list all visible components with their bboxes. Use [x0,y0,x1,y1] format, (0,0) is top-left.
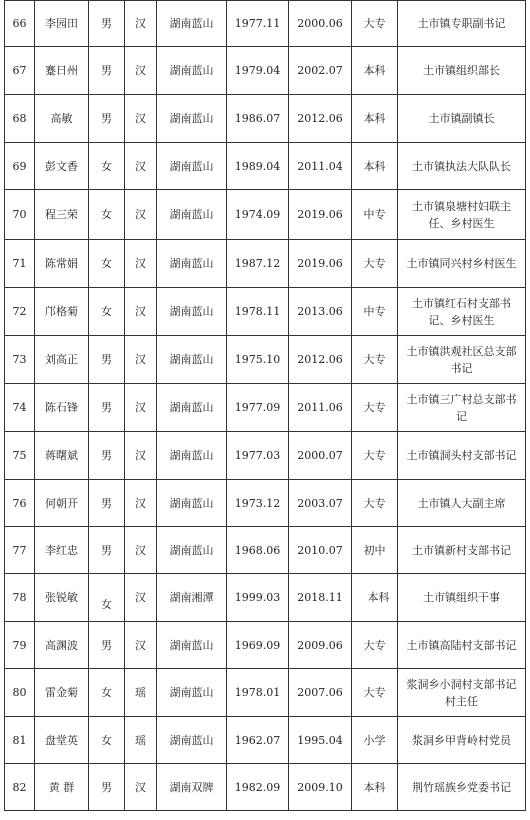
cell-position: 土市镇新村支部书记 [398,527,526,574]
cell-gender: 男 [89,47,125,95]
cell-ethnicity: 瑶 [125,717,157,764]
table-row [5,336,526,384]
cell-birthplace: 湖南蓝山 [157,622,227,669]
cell-gender: 女 [89,669,125,717]
cell-gender: 女 [89,190,125,240]
cell-name: 张锐敏 [35,574,89,622]
cell-gender: 女 [89,717,125,764]
cell-no: 70 [5,190,35,240]
cell-birthplace: 湖南蓝山 [157,288,227,336]
cell-position: 土市镇洞头村支部书记 [398,432,526,480]
cell-birthplace: 湖南蓝山 [157,190,227,240]
cell-education: 大专 [352,384,398,432]
cell-no: 66 [5,1,35,47]
cell-name: 盘堂英 [35,717,89,764]
cell-education: 大专 [352,240,398,288]
cell-name: 陈石锋 [35,384,89,432]
cell-work-start: 2018.11 [289,574,352,622]
cell-ethnicity: 瑶 [125,669,157,717]
cell-birth: 1977.11 [227,1,289,47]
cell-birthplace: 湖南蓝山 [157,1,227,47]
cell-ethnicity: 汉 [125,240,157,288]
cell-gender: 男 [89,384,125,432]
cell-work-start: 1995.04 [289,717,352,764]
cell-work-start: 2009.06 [289,622,352,669]
cell-education: 本科 [352,764,398,811]
cell-education: 本科 [352,574,398,622]
cell-birth: 1974.09 [227,190,289,240]
cell-education: 本科 [352,47,398,95]
cell-name: 何朝开 [35,480,89,527]
cell-no: 71 [5,240,35,288]
cell-position: 土市镇泉塘村妇联主任、乡村医生 [398,190,526,240]
cell-ethnicity: 汉 [125,1,157,47]
cell-no: 73 [5,336,35,384]
cell-education: 大专 [352,669,398,717]
cell-ethnicity: 汉 [125,527,157,574]
table-row [5,764,526,811]
cell-name: 邝格菊 [35,288,89,336]
cell-birth: 1977.09 [227,384,289,432]
cell-ethnicity: 汉 [125,574,157,622]
cell-birthplace: 湖南蓝山 [157,47,227,95]
cell-gender: 男 [89,622,125,669]
cell-position: 土市镇组织部长 [398,47,526,95]
cell-ethnicity: 汉 [125,288,157,336]
table-row [5,143,526,190]
cell-no: 72 [5,288,35,336]
table-row [5,240,526,288]
cell-position: 土市镇洪观社区总支部书记 [398,336,526,384]
cell-ethnicity: 汉 [125,95,157,143]
table-body [5,1,526,811]
cell-birth: 1979.04 [227,47,289,95]
cell-no: 81 [5,717,35,764]
cell-birth: 1989.04 [227,143,289,190]
cell-education: 本科 [352,143,398,190]
cell-work-start: 2012.06 [289,336,352,384]
cell-gender: 男 [89,432,125,480]
cell-education: 初中 [352,527,398,574]
table-row [5,190,526,240]
cell-no: 79 [5,622,35,669]
table-row [5,288,526,336]
table-row [5,1,526,47]
cell-no: 67 [5,47,35,95]
cell-work-start: 2019.06 [289,190,352,240]
cell-name: 黄 群 [35,764,89,811]
cell-ethnicity: 汉 [125,384,157,432]
cell-birth: 1968.06 [227,527,289,574]
cell-birthplace: 湖南蓝山 [157,480,227,527]
cell-education: 大专 [352,622,398,669]
cell-work-start: 2007.06 [289,669,352,717]
cell-no: 75 [5,432,35,480]
cell-name: 程三荣 [35,190,89,240]
cell-position: 土市镇三广村总支部书记 [398,384,526,432]
cell-no: 69 [5,143,35,190]
table-row [5,527,526,574]
cell-education: 本科 [352,95,398,143]
cell-ethnicity: 汉 [125,622,157,669]
table-row [5,432,526,480]
cell-birth: 1973.12 [227,480,289,527]
cell-no: 68 [5,95,35,143]
cell-birthplace: 湖南蓝山 [157,384,227,432]
cell-name: 蒋曙斌 [35,432,89,480]
cell-ethnicity: 汉 [125,47,157,95]
cell-no: 76 [5,480,35,527]
cell-position: 土市镇红石村支部书记、乡村医生 [398,288,526,336]
cell-work-start: 2011.04 [289,143,352,190]
cell-name: 高敏 [35,95,89,143]
cell-birthplace: 湖南双牌 [157,764,227,811]
cell-work-start: 2019.06 [289,240,352,288]
cell-gender: 男 [89,336,125,384]
cell-birth: 1978.11 [227,288,289,336]
table-row [5,669,526,717]
cell-birthplace: 湖南蓝山 [157,432,227,480]
cell-name: 蹇日州 [35,47,89,95]
cell-gender: 男 [89,480,125,527]
cell-birthplace: 湖南蓝山 [157,336,227,384]
cell-birth: 1986.07 [227,95,289,143]
cell-work-start: 2000.06 [289,1,352,47]
cell-birthplace: 湖南湘潭 [157,574,227,622]
cell-gender: 女 [89,574,125,622]
table-row [5,622,526,669]
cell-ethnicity: 汉 [125,190,157,240]
table-row [5,95,526,143]
cell-work-start: 2013.06 [289,288,352,336]
cell-birthplace: 湖南蓝山 [157,143,227,190]
cell-no: 78 [5,574,35,622]
cell-ethnicity: 汉 [125,764,157,811]
cell-no: 82 [5,764,35,811]
cell-education: 大专 [352,432,398,480]
cell-birthplace: 湖南蓝山 [157,95,227,143]
cell-birthplace: 湖南蓝山 [157,240,227,288]
cell-work-start: 2010.07 [289,527,352,574]
personnel-table [4,0,526,811]
cell-gender: 男 [89,527,125,574]
cell-name: 刘高正 [35,336,89,384]
cell-education: 中专 [352,190,398,240]
cell-work-start: 2003.07 [289,480,352,527]
cell-ethnicity: 汉 [125,480,157,527]
cell-name: 陈常娟 [35,240,89,288]
cell-birth: 1978.01 [227,669,289,717]
cell-position: 土市镇人大副主席 [398,480,526,527]
cell-birth: 1962.07 [227,717,289,764]
roster-sheet [4,0,525,811]
cell-birth: 1977.03 [227,432,289,480]
table-row [5,384,526,432]
cell-position: 浆洞乡甲背岭村党员 [398,717,526,764]
cell-birthplace: 湖南蓝山 [157,669,227,717]
cell-position: 土市镇同兴村乡村医生 [398,240,526,288]
cell-work-start: 2002.07 [289,47,352,95]
cell-education: 小学 [352,717,398,764]
cell-name: 雷金菊 [35,669,89,717]
cell-ethnicity: 汉 [125,336,157,384]
cell-no: 74 [5,384,35,432]
cell-position: 土市镇高陆村支部书记 [398,622,526,669]
cell-gender: 女 [89,240,125,288]
table-row [5,717,526,764]
cell-name: 彭文香 [35,143,89,190]
cell-gender: 男 [89,764,125,811]
cell-birth: 1969.09 [227,622,289,669]
cell-gender: 女 [89,143,125,190]
cell-work-start: 2011.06 [289,384,352,432]
table-row [5,47,526,95]
cell-no: 80 [5,669,35,717]
cell-ethnicity: 汉 [125,143,157,190]
cell-position: 浆洞乡小洞村支部书记村主任 [398,669,526,717]
cell-education: 大专 [352,336,398,384]
cell-birth: 1987.12 [227,240,289,288]
cell-gender: 男 [89,1,125,47]
cell-position: 土市镇组织干事 [398,574,526,622]
cell-name: 李红忠 [35,527,89,574]
cell-position: 土市镇执法大队队长 [398,143,526,190]
cell-work-start: 2000.07 [289,432,352,480]
cell-education: 中专 [352,288,398,336]
cell-work-start: 2012.06 [289,95,352,143]
cell-birthplace: 湖南蓝山 [157,717,227,764]
cell-education: 大专 [352,480,398,527]
cell-no: 77 [5,527,35,574]
cell-position: 土市镇副镇长 [398,95,526,143]
cell-position: 荆竹瑶族乡党委书记 [398,764,526,811]
cell-gender: 女 [89,288,125,336]
table-row [5,480,526,527]
cell-ethnicity: 汉 [125,432,157,480]
cell-birth: 1982.09 [227,764,289,811]
cell-gender: 男 [89,95,125,143]
cell-name: 高渊波 [35,622,89,669]
cell-education: 大专 [352,1,398,47]
cell-birth: 1975.10 [227,336,289,384]
cell-work-start: 2009.10 [289,764,352,811]
table-row [5,574,526,622]
cell-birth: 1999.03 [227,574,289,622]
cell-name: 李园田 [35,1,89,47]
cell-position: 土市镇专职副书记 [398,1,526,47]
cell-birthplace: 湖南蓝山 [157,527,227,574]
